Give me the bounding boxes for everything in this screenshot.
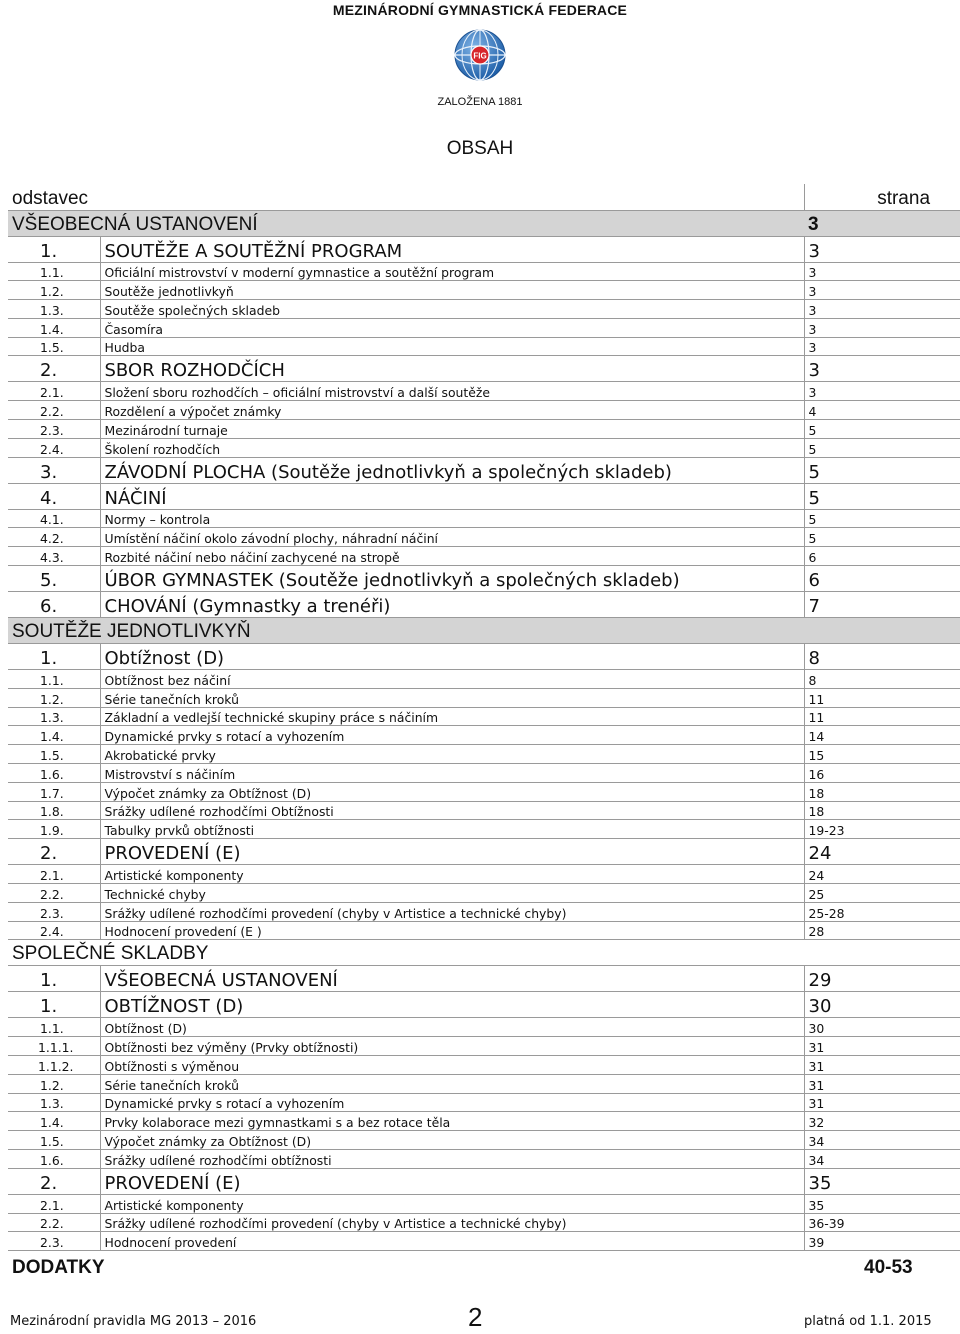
- toc-item-title: VŠEOBECNÁ USTANOVENÍ: [100, 966, 804, 992]
- toc-item-number: 2.2.: [8, 884, 100, 903]
- toc-row: [8, 1131, 960, 1150]
- toc-item-number: 1.1.: [8, 1018, 100, 1037]
- toc-item-number: 1.1.: [8, 670, 100, 689]
- toc-row: [8, 921, 960, 940]
- toc-item-title: Školení rozhodčích: [100, 438, 804, 457]
- toc-row: [8, 820, 960, 839]
- toc-row: [8, 1168, 960, 1194]
- toc-item-title: OBTÍŽNOST (D): [100, 992, 804, 1018]
- toc-item-number: 1.5.: [8, 745, 100, 764]
- toc-item-title: Srážky udílené rozhodčími Obtížnosti: [100, 801, 804, 820]
- toc-item-title: Mezinárodní turnaje: [100, 420, 804, 439]
- toc-item-title: Artistické komponenty: [100, 865, 804, 884]
- toc-section-title: VŠEOBECNÁ USTANOVENÍ: [8, 210, 804, 236]
- toc-item-number: 2.3.: [8, 420, 100, 439]
- toc-row: [8, 318, 960, 337]
- toc-section-title: SPOLEČNÉ SKLADBY: [8, 940, 960, 966]
- toc-page-number: 4: [804, 401, 960, 420]
- toc-page-number: 5: [804, 420, 960, 439]
- toc-row: [8, 670, 960, 689]
- toc-page-number: 3: [804, 318, 960, 337]
- toc-page-number: 39: [804, 1232, 960, 1251]
- toc-page-number: 5: [804, 483, 960, 509]
- toc-row: [8, 644, 960, 670]
- toc-page-number: 25-28: [804, 902, 960, 921]
- toc-item-number: 1.2.: [8, 688, 100, 707]
- toc-page-number: 7: [804, 592, 960, 618]
- toc-item-title: Obtížnost (D): [100, 644, 804, 670]
- toc-item-title: ÚBOR GYMNASTEK (Soutěže jednotlivkyň a společných skladeb): [100, 566, 804, 592]
- toc-row: [8, 940, 960, 966]
- toc-item-number: 1.2.: [8, 281, 100, 300]
- toc-row: [8, 801, 960, 820]
- toc-item-number: 2.: [8, 356, 100, 382]
- toc-item-number: 1.3.: [8, 300, 100, 319]
- toc-item-title: Obtížnosti bez výměny (Prvky obtížnosti): [100, 1037, 804, 1056]
- toc-item-title: Rozdělení a výpočet známky: [100, 401, 804, 420]
- toc-row: [8, 1213, 960, 1232]
- fig-globe-logo-icon: [453, 28, 507, 82]
- footer-page-number: 2: [468, 1302, 483, 1332]
- toc-page-number: 5: [804, 509, 960, 528]
- toc-row: [8, 420, 960, 439]
- toc-page-number: 24: [804, 865, 960, 884]
- toc-page-number: 5: [804, 457, 960, 483]
- toc-item-number: 1.3.: [8, 1093, 100, 1112]
- toc-page-number: 15: [804, 745, 960, 764]
- toc-item-title: Obtížnost bez náčiní: [100, 670, 804, 689]
- toc-page-number: 35: [804, 1194, 960, 1213]
- toc-page-number: 31: [804, 1056, 960, 1075]
- toc-item-title: Série tanečních kroků: [100, 1074, 804, 1093]
- toc-page-number: 8: [804, 670, 960, 689]
- toc-item-number: 1.8.: [8, 801, 100, 820]
- toc-row: [8, 1232, 960, 1251]
- toc-page-number: 3: [804, 281, 960, 300]
- toc-item-number: 4.1.: [8, 509, 100, 528]
- toc-item-number: 2.4.: [8, 921, 100, 940]
- toc-item-number: 1.4.: [8, 1112, 100, 1131]
- toc-item-title: Dynamické prvky s rotací a vyhozením: [100, 726, 804, 745]
- toc-row: [8, 782, 960, 801]
- toc-item-number: 1.3.: [8, 707, 100, 726]
- toc-item-title: NÁČINÍ: [100, 483, 804, 509]
- toc-page-number: 25: [804, 884, 960, 903]
- toc-row: [8, 382, 960, 401]
- column-header-section: odstavec: [8, 184, 804, 210]
- toc-page-number: 11: [804, 688, 960, 707]
- toc-row: [8, 356, 960, 382]
- toc-row: [8, 509, 960, 528]
- toc-row: [8, 992, 960, 1018]
- toc-row: [8, 236, 960, 262]
- toc-row: [8, 401, 960, 420]
- toc-item-number: 4.2.: [8, 528, 100, 547]
- toc-item-number: 2.2.: [8, 401, 100, 420]
- toc-row: [8, 966, 960, 992]
- toc-row: [8, 902, 960, 921]
- toc-page-number: 31: [804, 1037, 960, 1056]
- toc-item-title: SBOR ROZHODČÍCH: [100, 356, 804, 382]
- toc-item-number: 2.3.: [8, 1232, 100, 1251]
- toc-page-number: 24: [804, 839, 960, 865]
- toc-row: [8, 1037, 960, 1056]
- toc-row: [8, 1056, 960, 1075]
- toc-row: [8, 262, 960, 281]
- toc-item-title: Srážky udílené rozhodčími provedení (chyby v Artistice a technické chyby): [100, 902, 804, 921]
- toc-page-number: 3: [804, 300, 960, 319]
- toc-item-number: 2.1.: [8, 865, 100, 884]
- toc-item-title: CHOVÁNÍ (Gymnastky a trenéři): [100, 592, 804, 618]
- toc-page-number: 8: [804, 644, 960, 670]
- toc-row: [8, 764, 960, 783]
- toc-item-number: 2.2.: [8, 1213, 100, 1232]
- toc-page-number: 28: [804, 921, 960, 940]
- toc-row: [8, 839, 960, 865]
- toc-row: [8, 707, 960, 726]
- toc-item-number: 6.: [8, 592, 100, 618]
- toc-page-number: 18: [804, 782, 960, 801]
- toc-item-number: 1.1.1.: [8, 1037, 100, 1056]
- toc-page-number: 3: [804, 356, 960, 382]
- toc-row: [8, 1112, 960, 1131]
- toc-row: [8, 726, 960, 745]
- toc-page-number: 3: [804, 337, 960, 356]
- toc-item-title: Složení sboru rozhodčích – oficiální mistrovství a další soutěže: [100, 382, 804, 401]
- table-of-contents: [8, 184, 960, 1279]
- toc-row: [8, 547, 960, 566]
- toc-item-title: Mistrovství s náčiním: [100, 764, 804, 783]
- toc-item-title: Srážky udílené rozhodčími provedení (chyby v Artistice a technické chyby): [100, 1213, 804, 1232]
- founded-year: ZALOŽENA 1881: [437, 96, 523, 108]
- toc-item-number: 1.6.: [8, 764, 100, 783]
- toc-row: [8, 1093, 960, 1112]
- toc-item-title: Umístění náčiní okolo závodní plochy, náhradní náčiní: [100, 528, 804, 547]
- toc-page-number: 31: [804, 1074, 960, 1093]
- page-title: OBSAH: [446, 138, 514, 159]
- toc-item-title: Dynamické prvky s rotací a vyhozením: [100, 1093, 804, 1112]
- toc-page-number: 5: [804, 528, 960, 547]
- toc-item-number: 1.5.: [8, 1131, 100, 1150]
- toc-row: [8, 210, 960, 236]
- toc-item-number: 1.4.: [8, 726, 100, 745]
- toc-item-title: SOUTĚŽE A SOUTĚŽNÍ PROGRAM: [100, 236, 804, 262]
- toc-row: [8, 1150, 960, 1169]
- toc-row: [8, 618, 960, 644]
- toc-item-title: Hodnocení provedení: [100, 1232, 804, 1251]
- toc-page-number: 34: [804, 1150, 960, 1169]
- organization-name: MEZINÁRODNÍ GYMNASTICKÁ FEDERACE: [332, 2, 628, 18]
- toc-page-number: 3: [804, 262, 960, 281]
- toc-page-number: 14: [804, 726, 960, 745]
- toc-item-title: Výpočet známky za Obtížnost (D): [100, 1131, 804, 1150]
- toc-page-number: 29: [804, 966, 960, 992]
- toc-item-title: Akrobatické prvky: [100, 745, 804, 764]
- toc-item-number: 2.3.: [8, 902, 100, 921]
- toc-header-row: [8, 184, 960, 210]
- toc-page-number: 6: [804, 566, 960, 592]
- toc-item-number: 5.: [8, 566, 100, 592]
- toc-item-title: Srážky udílené rozhodčími obtížnosti: [100, 1150, 804, 1169]
- toc-page-number: 19-23: [804, 820, 960, 839]
- toc-item-title: PROVEDENÍ (E): [100, 839, 804, 865]
- toc-row: [8, 865, 960, 884]
- toc-page-number: 3: [804, 382, 960, 401]
- toc-row: [8, 483, 960, 509]
- toc-item-title: Série tanečních kroků: [100, 688, 804, 707]
- toc-item-number: 1.1.: [8, 262, 100, 281]
- toc-page-number: 3: [804, 236, 960, 262]
- toc-page-number: 36-39: [804, 1213, 960, 1232]
- toc-row: [8, 438, 960, 457]
- toc-item-number: 1.9.: [8, 820, 100, 839]
- toc-row: [8, 688, 960, 707]
- toc-row: [8, 528, 960, 547]
- footer-valid-from: platná od 1.1. 2015: [804, 1314, 932, 1329]
- toc-item-title: Rozbité náčiní nebo náčiní zachycené na stropě: [100, 547, 804, 566]
- toc-page-number: 11: [804, 707, 960, 726]
- toc-item-number: 1.: [8, 236, 100, 262]
- toc-item-title: Normy – kontrola: [100, 509, 804, 528]
- toc-row: [8, 1074, 960, 1093]
- toc-row: [8, 592, 960, 618]
- toc-item-number: 2.1.: [8, 382, 100, 401]
- toc-page-number: 34: [804, 1131, 960, 1150]
- toc-page-number: 40-53: [864, 1256, 913, 1278]
- toc-row: [8, 1018, 960, 1037]
- toc-item-number: 1.6.: [8, 1150, 100, 1169]
- toc-item-number: 1.: [8, 992, 100, 1018]
- toc-item-number: 1.: [8, 966, 100, 992]
- toc-item-title: Obtížnost (D): [100, 1018, 804, 1037]
- toc-item-number: 1.2.: [8, 1074, 100, 1093]
- toc-row: [8, 1194, 960, 1213]
- toc-section-title: SOUTĚŽE JEDNOTLIVKYŇ: [8, 618, 804, 644]
- toc-page-number: 6: [804, 547, 960, 566]
- toc-item-number: 1.1.2.: [8, 1056, 100, 1075]
- toc-page-number: 18: [804, 801, 960, 820]
- toc-item-number: 1.7.: [8, 782, 100, 801]
- toc-item-title: Prvky kolaborace mezi gymnastkami s a bez rotace těla: [100, 1112, 804, 1131]
- toc-item-title: Artistické komponenty: [100, 1194, 804, 1213]
- toc-row: [8, 745, 960, 764]
- toc-item-title: Soutěže společných skladeb: [100, 300, 804, 319]
- toc-page-number: 16: [804, 764, 960, 783]
- toc-item-number: 2.4.: [8, 438, 100, 457]
- toc-item-title: Soutěže jednotlivkyň: [100, 281, 804, 300]
- toc-row: [8, 1251, 960, 1279]
- footer-document-name: Mezinárodní pravidla MG 2013 – 2016: [10, 1314, 257, 1329]
- toc-item-title: Obtížnosti s výměnou: [100, 1056, 804, 1075]
- toc-item-number: 4.: [8, 483, 100, 509]
- toc-item-number: 1.: [8, 644, 100, 670]
- toc-item-title: Hudba: [100, 337, 804, 356]
- toc-appendix-title: DODATKY: [12, 1256, 105, 1278]
- toc-page-number: 32: [804, 1112, 960, 1131]
- toc-page-number: 30: [804, 1018, 960, 1037]
- toc-item-number: 3.: [8, 457, 100, 483]
- toc-item-title: PROVEDENÍ (E): [100, 1168, 804, 1194]
- toc-row: [8, 884, 960, 903]
- toc-page-number: 35: [804, 1168, 960, 1194]
- toc-item-number: 4.3.: [8, 547, 100, 566]
- toc-item-number: 2.1.: [8, 1194, 100, 1213]
- toc-item-title: ZÁVODNÍ PLOCHA (Soutěže jednotlivkyň a společných skladeb): [100, 457, 804, 483]
- toc-item-title: Hodnocení provedení (E ): [100, 921, 804, 940]
- toc-row: [8, 300, 960, 319]
- toc-item-title: Výpočet známky za Obtížnost (D): [100, 782, 804, 801]
- toc-page-number: 30: [804, 992, 960, 1018]
- toc-item-number: 1.5.: [8, 337, 100, 356]
- toc-item-title: Základní a vedlejší technické skupiny práce s náčiním: [100, 707, 804, 726]
- toc-item-title: Technické chyby: [100, 884, 804, 903]
- toc-page-number: 3: [804, 210, 960, 236]
- toc-item-number: 2.: [8, 1168, 100, 1194]
- column-header-page: strana: [804, 184, 960, 210]
- toc-row: [8, 281, 960, 300]
- toc-item-title: Tabulky prvků obtížnosti: [100, 820, 804, 839]
- toc-item-title: Časomíra: [100, 318, 804, 337]
- toc-row: [8, 457, 960, 483]
- toc-page-number: 31: [804, 1093, 960, 1112]
- toc-page-number: [804, 618, 960, 644]
- toc-item-number: 2.: [8, 839, 100, 865]
- toc-page-number: 5: [804, 438, 960, 457]
- logo-lettering: FIG: [473, 51, 487, 61]
- toc-row: [8, 337, 960, 356]
- toc-item-title: Oficiální mistrovství v moderní gymnastice a soutěžní program: [100, 262, 804, 281]
- toc-row: [8, 566, 960, 592]
- toc-item-number: 1.4.: [8, 318, 100, 337]
